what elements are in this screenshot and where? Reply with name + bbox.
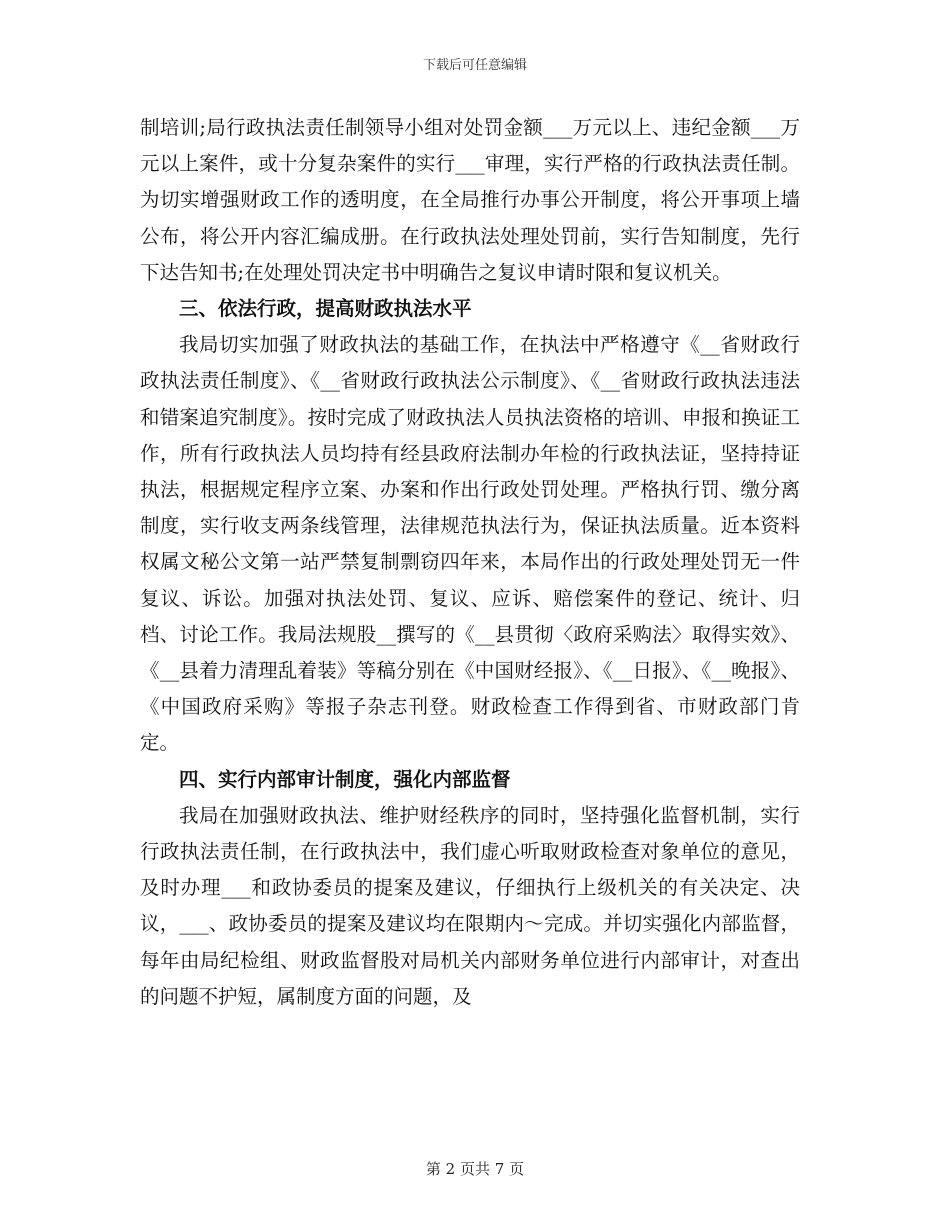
section-heading-3: 三、依法行政，提高财政执法水平 [179,297,472,321]
page-header-note: 下载后可任意编辑 [422,58,527,73]
section-heading-4: 四、实行内部审计制度，强化内部监督 [179,767,511,791]
paragraph-continued: 制培训;局行政执法责任制领导小组对处罚金额___万元以上、违纪金额___万元以上案件，或十分复杂案件的实行___审理，实行严格的行政执法责任制。为切实增强财政工作的透明度，在全局推行办事公开制度，将公开事项上墙公布，将公开内容汇编成册。在行政执法处理处罚前，实行告知制度，先行下达告知书;在处理处罚决定书中明确告之复议申请时限和复议机关。 [140,116,800,284]
page-number: 第 2 页共 7 页 [425,1160,525,1178]
document-body [140,110,800,1015]
paragraph-internal-audit: 我局在加强财政执法、维护财经秩序的同时，坚持强化监督机制，实行行政执法责任制，在行政执法中，我们虚心听取财政检查对象单位的意见，及时办理___和政协委员的提案及建议，仔细执行上级机关的有关决定、决议，___、政协委员的提案及建议均在限期内～完成。并切实强化内部监督，每年由局纪检组、财政监督股对局机关内部财务单位进行内部审计，对查出的问题不护短，属制度方面的问题，及 [140,803,800,1008]
paragraph-law-enforcement: 我局切实加强了财政执法的基础工作，在执法中严格遵守《__省财政行政执法责任制度》、《__省财政行政执法公示制度》、《__省财政行政执法违法和错案追究制度》。按时完成了财政执法人员执法资格的培训、申报和换证工作，所有行政执法人员均持有经县政府法制办年检的行政执法证，坚持持证执法，根据规定程序立案、办案和作出行政处罚处理。严格执行罚、缴分离制度，实行收支两条线管理，法律规范执法行为，保证执法质量。近本资料权属文秘公文第一站严禁复制剽窃四年来，本局作出的行政处理处罚无一件复议、诉讼。加强对执法处罚、复议、应诉、赔偿案件的登记、统计、归档、讨论工作。我局法规股__撰写的《__县贯彻〈政府采购法〉取得实效》、《__县着力清理乱着装》等稿分别在《中国财经报》、《__日报》、《__晚报》、《中国政府采购》等报子杂志刊登。财政检查工作得到省、市财政部门肯定。 [140,333,800,755]
